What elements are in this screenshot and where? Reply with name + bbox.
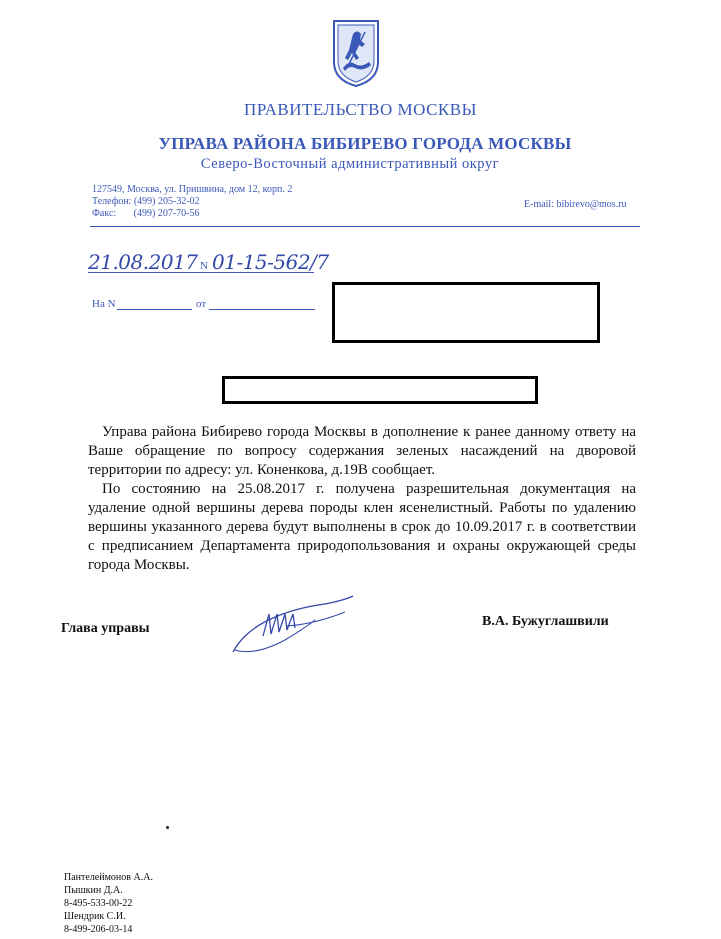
phone: Телефон: (499) 205-32-02 (92, 196, 200, 207)
registration-date: 21.08.2017 (88, 250, 198, 274)
reference-date-line (209, 309, 315, 310)
reference-number-line (117, 309, 192, 310)
redacted-salutation-box (222, 376, 538, 404)
signatory-position: Глава управы (61, 621, 150, 636)
moscow-coat-of-arms-icon (331, 18, 381, 88)
registration-number: 01-15-562/7 (212, 250, 329, 274)
footer-line-2: Пышкин Д.А. (64, 885, 123, 896)
handwritten-signature (225, 590, 365, 660)
footer-line-1: Пантелеймонов А.А. (64, 872, 153, 883)
reference-date-label: от (196, 298, 207, 310)
uprava-title: УПРАВА РАЙОНА БИБИРЕВО ГОРОДА МОСКВЫ (158, 134, 572, 153)
registration-underline (88, 272, 314, 273)
redacted-recipient-box (332, 282, 600, 343)
address: 127549, Москва, ул. Пришвина, дом 12, корп. 2 (92, 184, 293, 195)
footer-line-3: 8-495-533-00-22 (64, 898, 133, 909)
reference-number-label: На N (92, 298, 116, 310)
letter-body (88, 423, 636, 575)
government-title: ПРАВИТЕЛЬСТВО МОСКВЫ (244, 100, 477, 119)
signatory-name: В.А. Бужуглашвили (482, 614, 609, 629)
footer-line-4: Шендрик С.И. (64, 911, 126, 922)
email: E-mail: bibirevo@mos.ru (524, 199, 627, 210)
fax: Факс: (499) 207-70-56 (92, 208, 200, 219)
ink-dot (166, 826, 169, 829)
letterhead-divider (90, 226, 640, 227)
body-paragraph-2: По состоянию на 25.08.2017 г. получена разрешительная документация на удаление одной вершины дерева породы клен ясенелистный. Работы по удалению вершины указанного дерева будут выполнены в срок до 10.09.2017 г. в соответствии с предписанием Департамента природопользования и охраны окружающей среды города Москвы. (88, 481, 636, 573)
body-paragraph-1: Управа района Бибирево города Москвы в дополнение к ранее данному ответу на Ваше обращение по вопросу содержания зеленых насаждений на дворовой территории по адресу: ул. Коненкова, д.19В сообщает. (88, 424, 636, 478)
registration-n-label: N (200, 260, 208, 272)
footer-line-5: 8-499-206-03-14 (64, 924, 133, 935)
okrug-subtitle: Северо-Восточный административный округ (200, 156, 500, 172)
